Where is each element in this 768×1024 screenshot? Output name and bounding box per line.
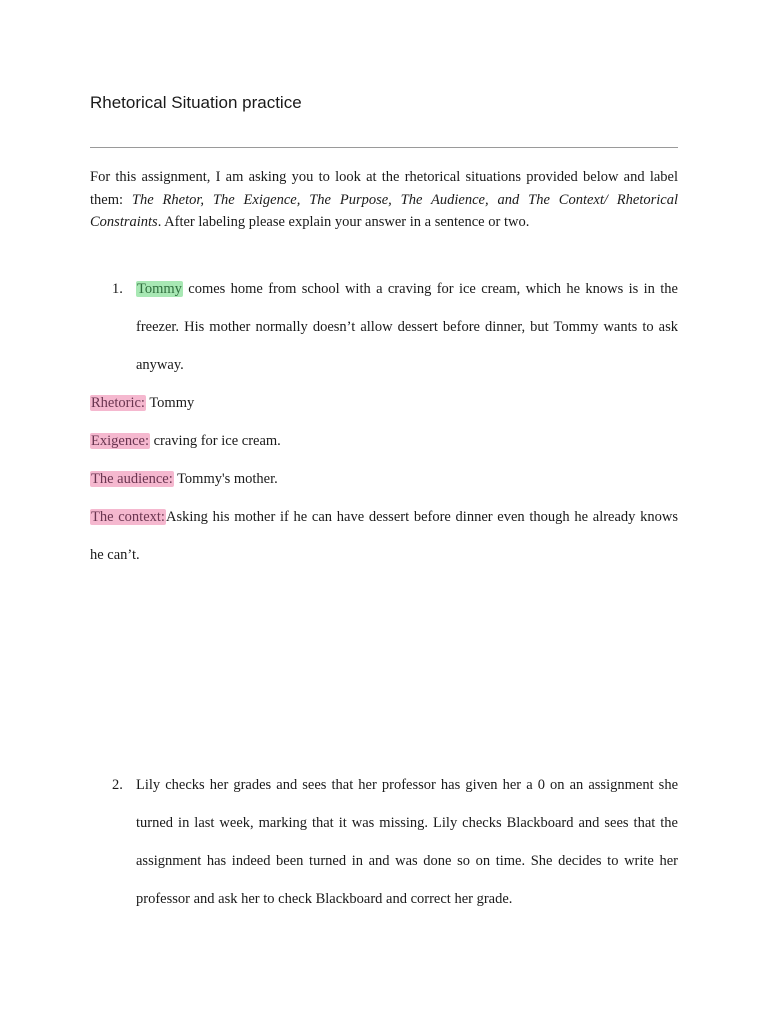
question-2-number: 2. <box>112 777 123 793</box>
question-1 <box>112 270 678 384</box>
question-2 <box>112 766 678 918</box>
instructions-text-end: . After labeling please explain your answer in a sentence or two. <box>157 214 530 230</box>
rhetoric-label: Rhetoric: <box>91 395 145 411</box>
instructions-text-start: For this assignment, I am asking you to look at the rhetorical situations provided below and label them: <box>90 169 678 208</box>
answer-rhetoric <box>90 384 678 422</box>
exigence-label: Exigence: <box>91 433 149 449</box>
context-value: Asking his mother if he can have dessert before dinner even though he already knows he can’t. <box>90 509 678 563</box>
instructions-paragraph <box>90 166 678 234</box>
title-divider <box>90 147 678 148</box>
rhetoric-value: Tommy <box>145 395 195 411</box>
question-2-text: Lily checks her grades and sees that her professor has given her a 0 on an assignment she turned in last week, marking that it was missing. Lily checks Blackboard and sees that the assignment has indeed been turned in and was done so on time. She decides to write her professor and ask her to check Blackboard and correct her grade. <box>136 777 678 907</box>
context-label: The context: <box>91 509 165 525</box>
audience-value: Tommy's mother. <box>173 471 278 487</box>
audience-label: The audience: <box>91 471 173 487</box>
answer-exigence <box>90 422 678 460</box>
tommy-highlight: Tommy <box>137 281 182 297</box>
question-1-body: comes home from school with a craving for ice cream, which he knows is in the freezer. His mother normally doesn’t allow dessert before dinner, but Tommy wants to ask anyway. <box>136 281 678 373</box>
exigence-value: craving for ice cream. <box>149 433 281 449</box>
page-title: Rhetorical Situation practice <box>90 93 302 112</box>
answer-audience <box>90 460 678 498</box>
question-1-text <box>136 270 678 384</box>
question-1-number: 1. <box>112 281 123 297</box>
answer-context <box>90 498 678 574</box>
instructions-italic-terms: The Rhetor, The Exigence, The Purpose, The Audience, and The Context/ Rhetorical Constraints <box>90 191 678 230</box>
